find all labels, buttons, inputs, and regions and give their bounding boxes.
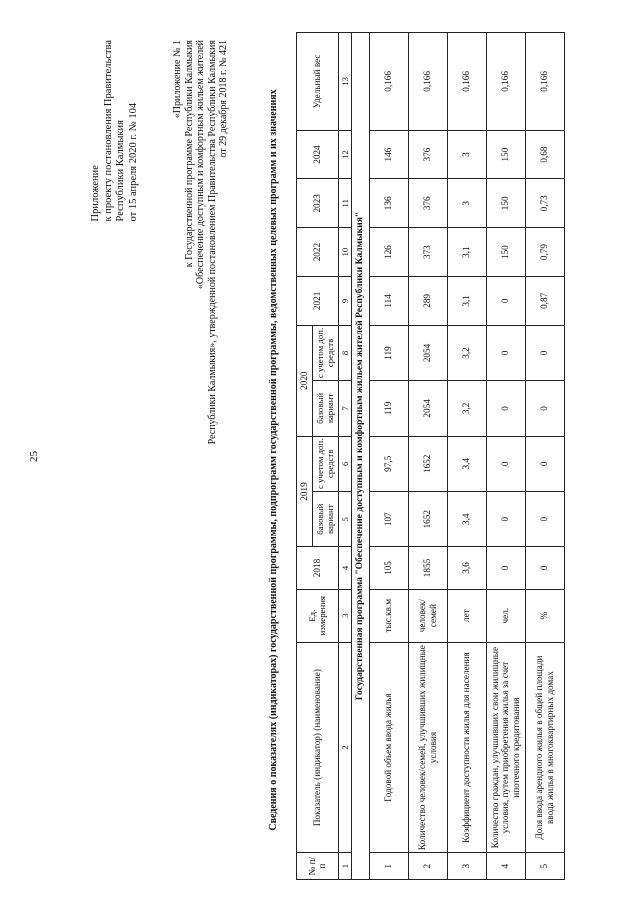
table-row bbox=[408, 33, 447, 880]
row-num: 3 bbox=[447, 853, 486, 880]
row-indicator: Количество человек/семей, улучшивших жилищные условия bbox=[408, 642, 447, 853]
row-value: 0,79 bbox=[525, 228, 564, 277]
table-row bbox=[369, 33, 408, 880]
row-unit: человек/семей bbox=[408, 589, 447, 642]
row-indicator: Годовой объем ввода жилья bbox=[369, 642, 408, 853]
row-value: 0 bbox=[525, 325, 564, 380]
column-number: 9 bbox=[338, 276, 352, 325]
row-value: 105 bbox=[369, 547, 408, 589]
row-weight: 0,166 bbox=[447, 33, 486, 131]
row-value: 3,2 bbox=[447, 381, 486, 436]
column-number: 13 bbox=[338, 33, 352, 131]
row-value: 376 bbox=[408, 130, 447, 179]
row-value: 0 bbox=[486, 381, 525, 436]
row-value: 119 bbox=[369, 325, 408, 380]
header-2024: 2024 bbox=[297, 130, 339, 179]
row-value: 1652 bbox=[408, 436, 447, 491]
row-value: 3,6 bbox=[447, 547, 486, 589]
row-weight: 0,166 bbox=[525, 33, 564, 131]
header-2020-extra: с учетом доп. средств bbox=[312, 325, 338, 380]
decree-header bbox=[90, 40, 140, 221]
row-value: 1855 bbox=[408, 547, 447, 589]
row-value: 150 bbox=[486, 179, 525, 228]
row-unit: чел. bbox=[486, 589, 525, 642]
column-number: 8 bbox=[338, 325, 352, 380]
row-num: 2 bbox=[408, 853, 447, 880]
row-value: 114 bbox=[369, 276, 408, 325]
column-number: 4 bbox=[338, 547, 352, 589]
table-row bbox=[447, 33, 486, 880]
row-value: 3,1 bbox=[447, 276, 486, 325]
row-num: 5 bbox=[525, 853, 564, 880]
header-unit: Ед. измерения bbox=[297, 589, 339, 642]
header-line: к проекту постановления Правительства bbox=[102, 40, 114, 222]
row-value: 376 bbox=[408, 179, 447, 228]
table-row bbox=[525, 33, 564, 880]
annex-line: к Государственной программе Республики Калмыкия bbox=[183, 40, 195, 268]
header-2020: 2020 bbox=[297, 325, 313, 436]
annex-line: Республики Калмыкия», утвержденной постановлением Правительства Республики Калмыкия bbox=[206, 40, 218, 445]
header-line: от 15 апреля 2020 г. № 104 bbox=[127, 102, 139, 222]
header-weight: Удельный вес bbox=[297, 33, 339, 131]
column-number: 3 bbox=[338, 589, 352, 642]
column-number: 7 bbox=[338, 381, 352, 436]
row-unit: % bbox=[525, 589, 564, 642]
row-value: 150 bbox=[486, 130, 525, 179]
column-number: 11 bbox=[338, 179, 352, 228]
row-value: 0 bbox=[486, 325, 525, 380]
indicators-table bbox=[296, 32, 565, 880]
header-2023: 2023 bbox=[297, 179, 339, 228]
row-value: 0 bbox=[525, 436, 564, 491]
document-title: Сведения о показателях (индикаторах) государственной программы, подпрограмм государственной программы, ведомственных целевых программ и их значениях bbox=[268, 89, 279, 831]
row-value: 97,5 bbox=[369, 436, 408, 491]
header-num: № п/п bbox=[297, 853, 339, 880]
row-value: 0 bbox=[486, 492, 525, 547]
row-value: 0 bbox=[525, 492, 564, 547]
header-2020-base: базовый вариант bbox=[312, 381, 338, 436]
row-weight: 0,166 bbox=[408, 33, 447, 131]
column-number: 1 bbox=[338, 853, 352, 880]
row-value: 3,4 bbox=[447, 492, 486, 547]
page-number: 25 bbox=[28, 451, 40, 462]
annex-line: «Приложение № 1 bbox=[172, 40, 183, 119]
row-value: 0,68 bbox=[525, 130, 564, 179]
header-2019-extra: с учетом доп. средств bbox=[312, 436, 338, 491]
column-number: 2 bbox=[338, 642, 352, 853]
row-value: 3,4 bbox=[447, 436, 486, 491]
row-value: 0,73 bbox=[525, 179, 564, 228]
header-2022: 2022 bbox=[297, 228, 339, 277]
header-2019-base: базовый вариант bbox=[312, 492, 338, 547]
row-unit: лет bbox=[447, 589, 486, 642]
row-value: 289 bbox=[408, 276, 447, 325]
row-value: 3 bbox=[447, 130, 486, 179]
row-value: 0 bbox=[525, 381, 564, 436]
header-2021: 2021 bbox=[297, 276, 339, 325]
row-value: 2054 bbox=[408, 381, 447, 436]
row-value: 107 bbox=[369, 492, 408, 547]
header-indicator: Показатель (индикатор) (наименование) bbox=[297, 642, 339, 853]
row-value: 0 bbox=[486, 436, 525, 491]
row-value: 0 bbox=[486, 276, 525, 325]
row-value: 3,1 bbox=[447, 228, 486, 277]
column-number: 5 bbox=[338, 492, 352, 547]
column-number-row bbox=[338, 33, 352, 880]
header-2019: 2019 bbox=[297, 436, 313, 547]
row-value: 0 bbox=[525, 547, 564, 589]
row-value: 3,2 bbox=[447, 325, 486, 380]
row-unit: тыс.кв.м bbox=[369, 589, 408, 642]
header-line: Республики Калмыкия bbox=[115, 120, 126, 222]
section-title: Государственная программа "Обеспечение доступным и комфортным жильем жителей Республики Калмыкия" bbox=[352, 33, 370, 880]
row-indicator: Количество граждан, улучшивших свои жилищные условия, путем приобретения жилья за счет ипотечного кредитования bbox=[486, 642, 525, 853]
rotated-page-content bbox=[90, 30, 630, 890]
column-number: 12 bbox=[338, 130, 352, 179]
row-value: 3 bbox=[447, 179, 486, 228]
header-line: Приложение bbox=[90, 165, 101, 222]
column-number: 10 bbox=[338, 228, 352, 277]
row-value: 126 bbox=[369, 228, 408, 277]
column-number: 6 bbox=[338, 436, 352, 491]
row-value: 373 bbox=[408, 228, 447, 277]
header-2018: 2018 bbox=[297, 547, 339, 589]
annex-reference bbox=[172, 40, 230, 444]
row-value: 2054 bbox=[408, 325, 447, 380]
annex-line: «Обеспечение доступным и комфортным жильем жителей bbox=[195, 40, 206, 290]
row-weight: 0,166 bbox=[369, 33, 408, 131]
row-value: 150 bbox=[486, 228, 525, 277]
row-value: 136 bbox=[369, 179, 408, 228]
annex-line: от 29 декабря 2018 г. № 421 bbox=[218, 40, 229, 158]
row-value: 0 bbox=[486, 547, 525, 589]
row-value: 119 bbox=[369, 381, 408, 436]
row-weight: 0,166 bbox=[486, 33, 525, 131]
row-num: 1 bbox=[369, 853, 408, 880]
row-indicator: Коэффициент доступности жилья для населения bbox=[447, 642, 486, 853]
row-num: 4 bbox=[486, 853, 525, 880]
row-indicator: Доля ввода арендного жилья в общей площади ввода жилья в многоквартирных домах bbox=[525, 642, 564, 853]
table-row bbox=[486, 33, 525, 880]
row-value: 146 bbox=[369, 130, 408, 179]
row-value: 1652 bbox=[408, 492, 447, 547]
row-value: 0,87 bbox=[525, 276, 564, 325]
